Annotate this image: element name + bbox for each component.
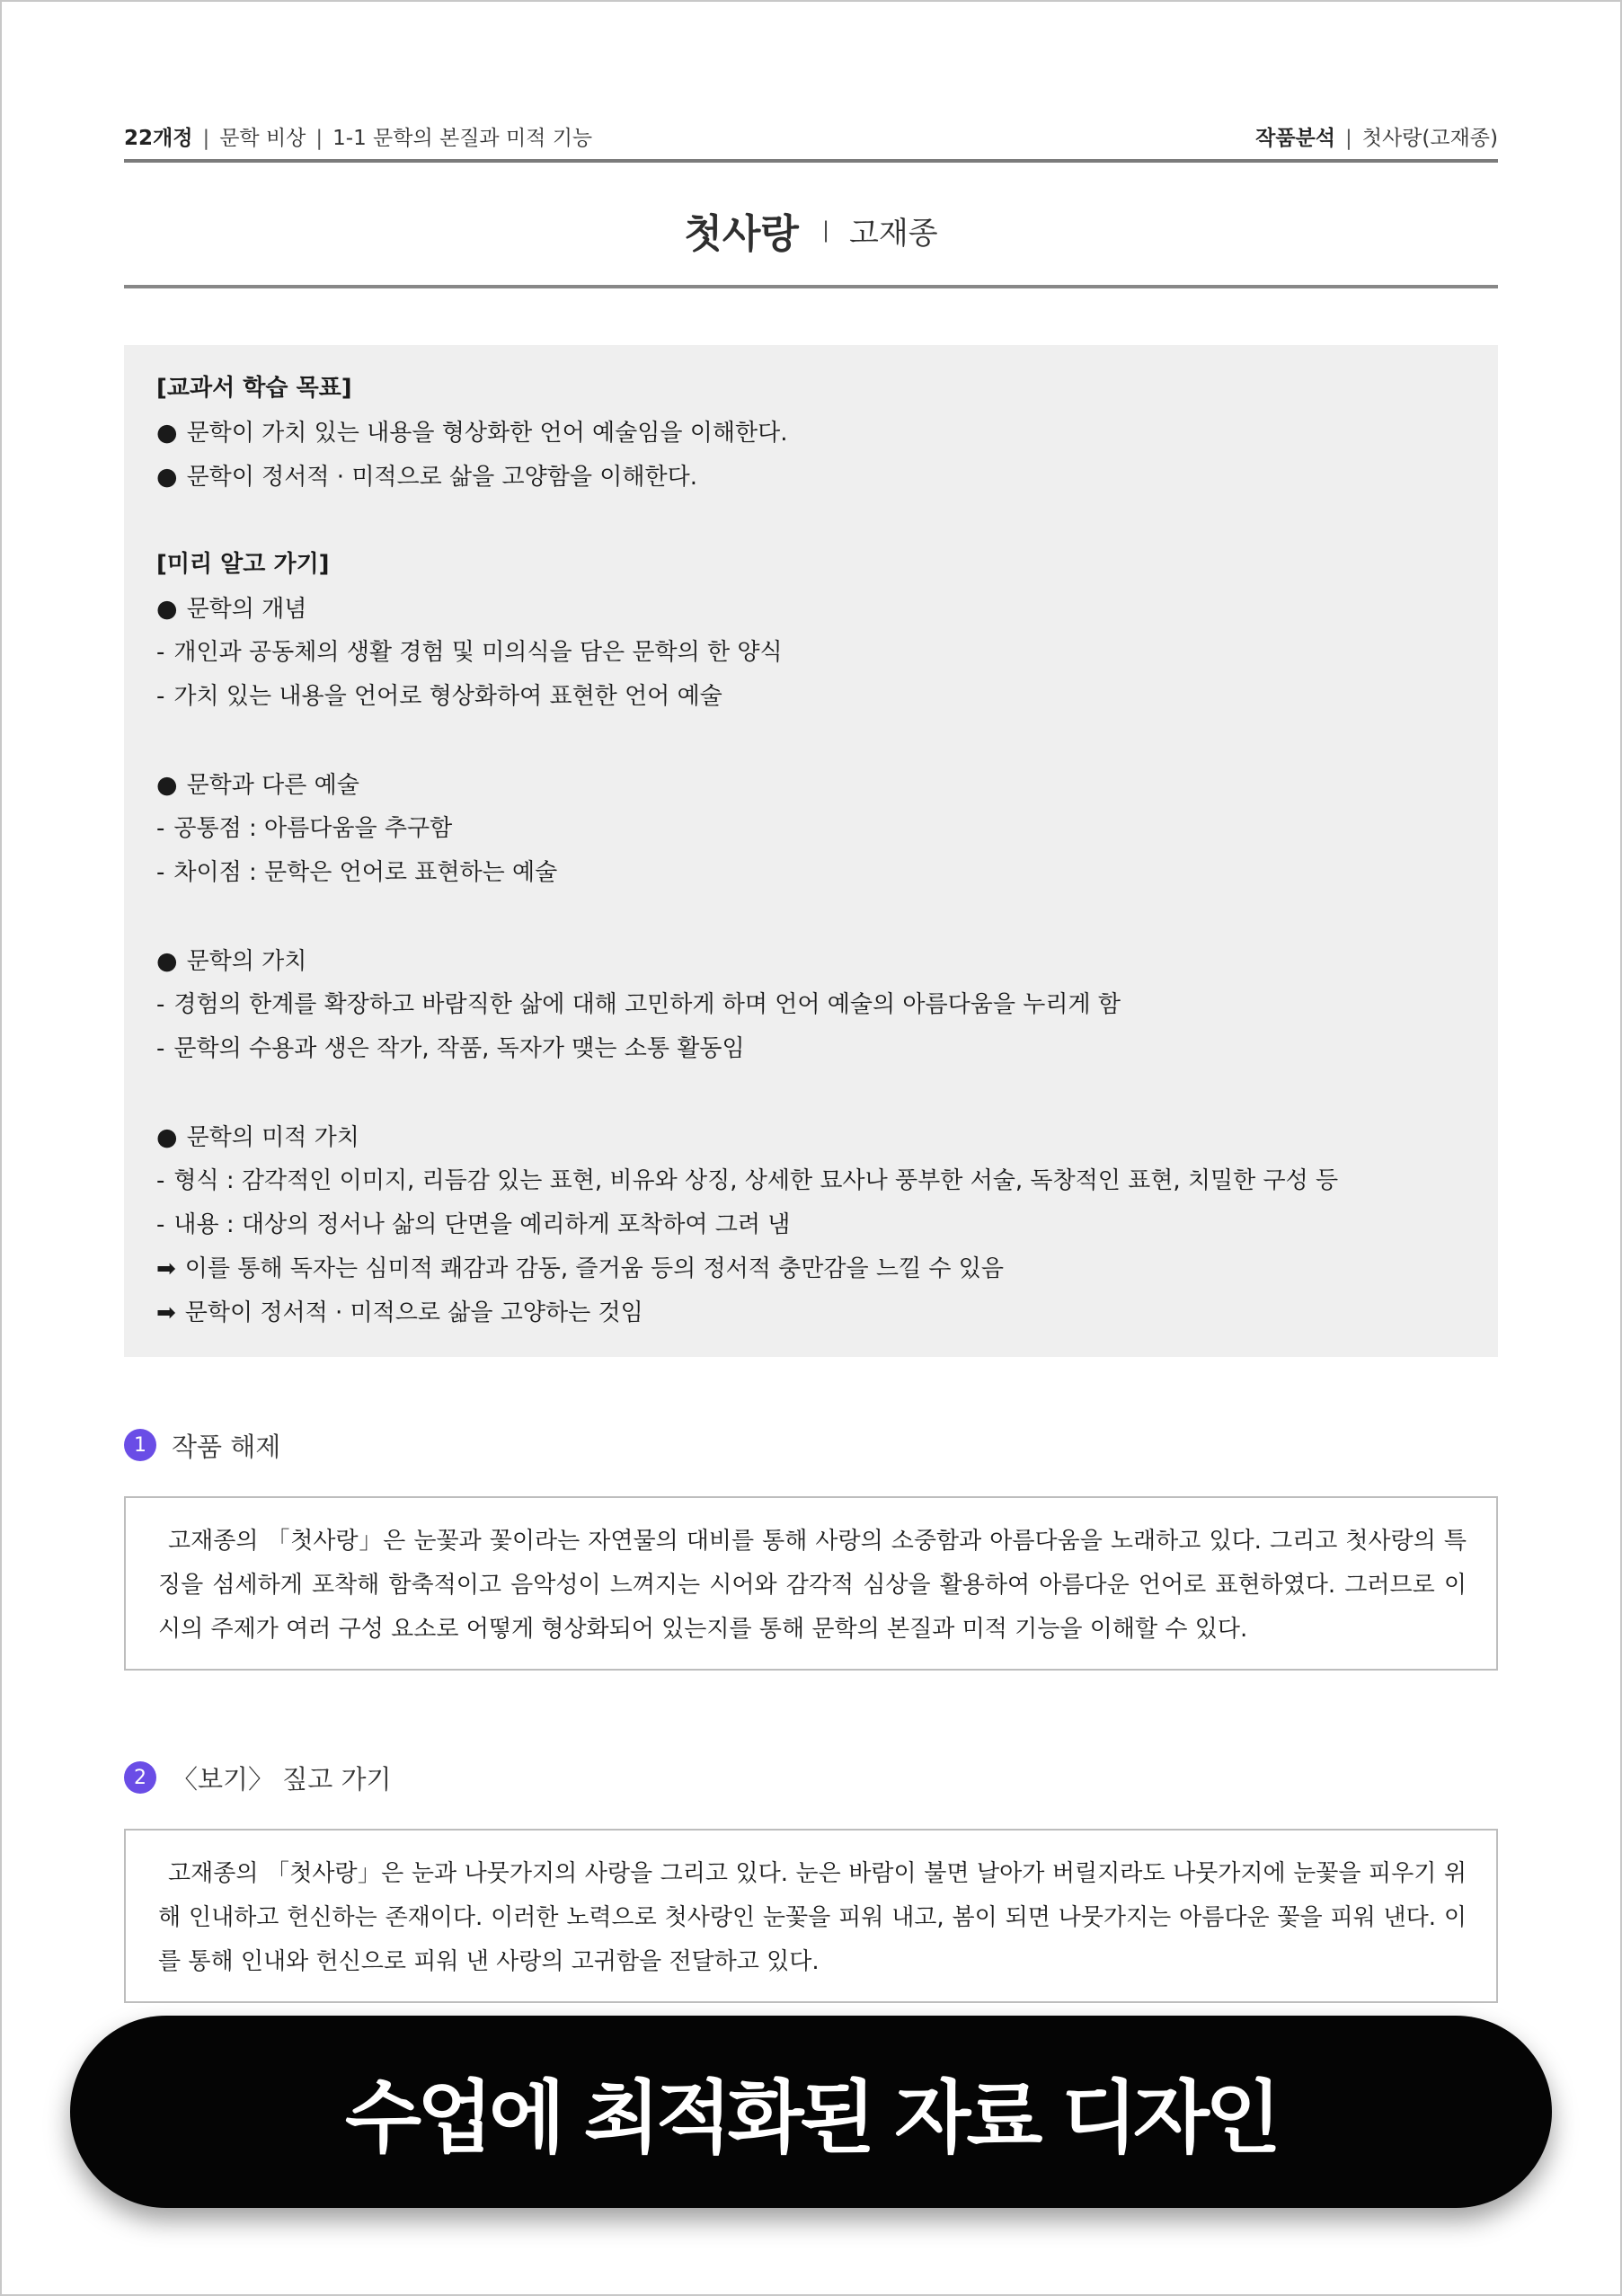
banner-caption: 수업에 최적화된 자료 디자인 [344, 2071, 1277, 2164]
preview-item [156, 983, 1466, 1027]
spacer [156, 895, 1466, 939]
section-body-box [124, 1496, 1498, 1671]
section-number-badge: 2 [124, 1761, 156, 1794]
page-header [124, 118, 1498, 154]
arrow-right-icon: ➡ [156, 1255, 176, 1282]
promo-banner [70, 2016, 1552, 2208]
preview-group [156, 939, 1466, 1071]
goal-item [156, 455, 1466, 499]
header-breadcrumb [124, 121, 592, 151]
preview-conclusion [156, 1247, 1466, 1291]
header-separator: | [202, 126, 210, 150]
item-text: 공통점 : 아름다움을 추구함 [173, 815, 453, 842]
goals-heading: [교과서 학습 목표] [156, 375, 352, 402]
bullet-marker: ● [156, 1123, 178, 1151]
preview-group [156, 587, 1466, 719]
dash-marker: - [156, 815, 165, 842]
dash-marker: - [156, 859, 165, 886]
item-text: 가치 있는 내용을 언어로 형상화하여 표현한 언어 예술 [173, 683, 722, 710]
dash-marker: - [156, 1035, 165, 1062]
page-title [0, 199, 1622, 261]
section-paragraph: 고재종의 「첫사랑」은 눈꽃과 꽃이라는 자연물의 대비를 통해 사랑의 소중함과 아름다움을 노래하고 있다. 그리고 첫사랑의 특징을 섬세하게 포착해 함축적이고 음악성이 느껴지는 시어와 감각적 심상을 활용하여 아름다운 언어로 표현하였다. 그러므로 이 시의 주제가 여러 구성 요소로 어떻게 형상화되어 있는지를 통해 문학의 본질과 미적 기능을 이해할 수 있다. [158, 1528, 1467, 1643]
section-body-box [124, 1829, 1498, 2003]
dash-marker: - [156, 639, 165, 666]
bullet-marker: ● [156, 419, 178, 447]
bullet-marker: ● [156, 595, 178, 623]
preview-item [156, 851, 1466, 895]
bullet-marker: ● [156, 947, 178, 975]
group-title-text: 문학의 미적 가치 [186, 1124, 359, 1151]
group-title-text: 문학의 가치 [186, 948, 307, 975]
work-title: 첫사랑 [684, 211, 799, 257]
dash-marker: - [156, 1211, 165, 1238]
item-text: 이를 통해 독자는 심미적 쾌감과 감동, 즐거움 등의 정서적 충만감을 느낄 수 있음 [184, 1255, 1004, 1282]
preview-group-title [156, 1115, 1466, 1159]
title-divider [124, 285, 1498, 288]
header-work-info [1255, 121, 1498, 151]
document-category: 작품분석 [1255, 126, 1335, 150]
header-divider [124, 159, 1498, 163]
item-text: 내용 : 대상의 정서나 삶의 단면을 예리하게 포착하여 그려 냄 [173, 1211, 791, 1238]
group-title-text: 문학과 다른 예술 [186, 772, 359, 799]
section-heading-work-commentary [124, 1425, 280, 1465]
group-title-text: 문학의 개념 [186, 596, 307, 623]
goal-item [156, 411, 1466, 455]
item-text: 형식 : 감각적인 이미지, 리듬감 있는 표현, 비유와 상징, 상세한 묘사나 풍부한 서술, 독창적인 표현, 치밀한 구성 등 [173, 1167, 1339, 1194]
item-text: 개인과 공동체의 생활 경험 및 미의식을 담은 문학의 한 양식 [173, 639, 783, 666]
preview-conclusion [156, 1291, 1466, 1335]
section-title: 〈보기〉 짚고 가기 [172, 1763, 392, 1795]
item-text: 경험의 한계를 확장하고 바람직한 삶에 대해 고민하게 하며 언어 예술의 아름다움을 누리게 함 [173, 991, 1121, 1018]
unit-title: 1-1 문학의 본질과 미적 기능 [332, 126, 593, 150]
dash-marker: - [156, 1167, 165, 1194]
header-separator: | [1344, 126, 1352, 150]
spacer [156, 1071, 1466, 1115]
preview-group-title [156, 939, 1466, 983]
section-heading-bogi-review [124, 1758, 392, 1797]
work-reference: 첫사랑(고재종) [1361, 126, 1498, 150]
header-separator: | [315, 126, 324, 150]
preview-group-title [156, 587, 1466, 631]
preview-item [156, 1027, 1466, 1071]
spacer [156, 499, 1466, 543]
study-overview-panel [124, 345, 1498, 1357]
preview-item [156, 675, 1466, 719]
work-author: 고재종 [849, 215, 938, 252]
preview-group [156, 1115, 1466, 1335]
dash-marker: - [156, 991, 165, 1018]
preview-item [156, 807, 1466, 851]
title-separator: | [821, 217, 830, 243]
dash-marker: - [156, 683, 165, 710]
preview-item [156, 1203, 1466, 1247]
goal-text: 문학이 정서적 · 미적으로 삶을 고양함을 이해한다. [186, 464, 698, 491]
section-title: 작품 해제 [172, 1431, 281, 1462]
item-text: 문학의 수용과 생은 작가, 작품, 독자가 맺는 소통 활동임 [173, 1035, 745, 1062]
preview-group-title [156, 763, 1466, 807]
curriculum-edition: 22개정 [124, 126, 193, 150]
spacer [156, 719, 1466, 763]
section-paragraph: 고재종의 「첫사랑」은 눈과 나뭇가지의 사랑을 그리고 있다. 눈은 바람이 불면 날아가 버릴지라도 나뭇가지에 눈꽃을 피우기 위해 인내하고 헌신하는 존재이다. 이러한 노력으로 첫사랑인 눈꽃을 피워 내고, 봄이 되면 나뭇가지는 아름다운 꽃을 피워 낸다. 이를 통해 인내와 헌신으로 피워 낸 사랑의 고귀함을 전달하고 있다. [158, 1860, 1467, 1975]
preview-item [156, 631, 1466, 675]
bullet-marker: ● [156, 463, 178, 491]
preview-heading: [미리 알고 가기] [156, 551, 330, 578]
bullet-marker: ● [156, 771, 178, 799]
item-text: 차이점 : 문학은 언어로 표현하는 예술 [173, 859, 558, 886]
arrow-right-icon: ➡ [156, 1299, 176, 1326]
goal-text: 문학이 가치 있는 내용을 형상화한 언어 예술임을 이해한다. [186, 420, 788, 447]
preview-group [156, 763, 1466, 895]
textbook-name: 문학 비상 [219, 126, 306, 150]
section-number-badge: 1 [124, 1429, 156, 1461]
item-text: 문학이 정서적 · 미적으로 삶을 고양하는 것임 [184, 1299, 643, 1326]
preview-item [156, 1159, 1466, 1203]
